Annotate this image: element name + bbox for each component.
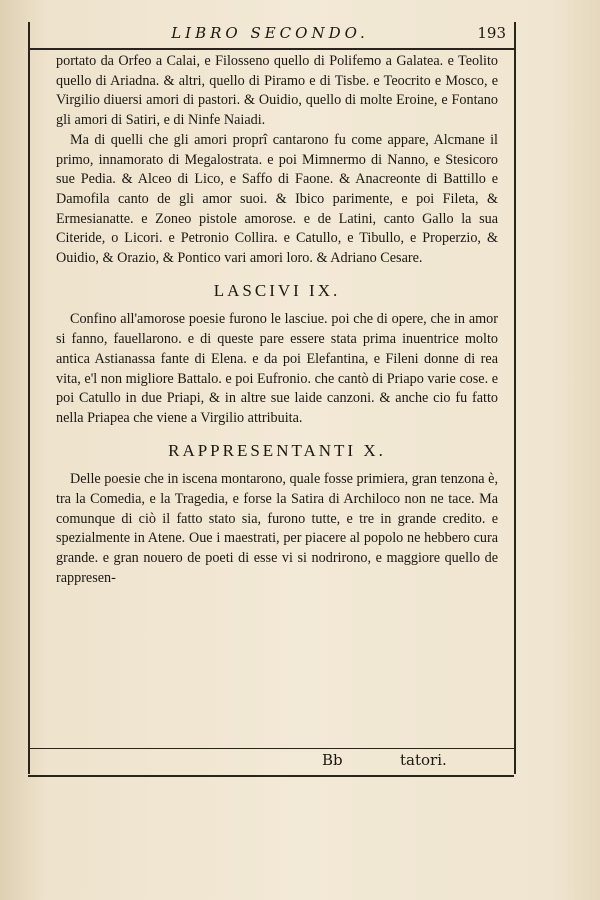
paragraph: Ma di quelli che gli amori proprî cantarono fu come appare, Alcmane il primo, innamorato di Megalostrata. e poi Mimnermo di Nanno, e Stesicoro sue Pedia. & Alceo di Lico, e Saffo di Faone. & Anacreonte di Battillo e Damofila canto de gli amor suoi. & Ibico parimente, e poi Fileta, & Ermesianatte. e Zoneo pistole amorose. e de Latini, canto Gallo la sua Citeride, o Licori. e Petronio Collira. e Catullo, e Tibullo, e Properzio, & Ouidio, & Orazio, & Pontico vari amori loro. & Adriano Cesare. — [56, 131, 498, 267]
running-head: LIBRO SECONDO. — [171, 24, 369, 42]
footer-rule-lower — [28, 775, 514, 777]
section-lascivi — [56, 281, 498, 429]
page-number: 193 — [477, 24, 506, 42]
section-heading: LASCIVI IX. — [213, 280, 341, 300]
text-block — [56, 52, 498, 589]
signature-mark: Bb — [322, 751, 343, 769]
paragraph: Delle poesie che in iscena montarono, quale fosse primiera, gran tenzona è, tra la Comedia, e la Tragedia, e forse la Satira di Archiloco non ne tace. Ma comunque di ciò il fatto stato sia, furono tutte, e tre in grande credito. e spezialmente in Atene. Oue i maestrati, per piacere al popolo ne hebbero cura grande. e gran nouero de poeti di esse vi si nodrirono, e maggiore quello de rappresen- — [56, 471, 498, 586]
footer-rule — [28, 748, 514, 749]
catchword: tatori. — [400, 751, 447, 769]
section-continuation — [56, 52, 498, 269]
paragraph: Confino all'amorose poesie furono le lasciue. poi che di opere, che in amor si fanno, fauellarono. e di queste pare essere stata prima inuentrice molto antica Astianassa fante di Elena. e da poi Elefantina, e Fileni donne di rea vita, e'l non migliore Battalo. e poi Eufronio. che cantò di Priapo varie cose. e poi Catullo in due Priapi, & in altre sue laide canzoni. & anche cio fu fatto nella Priapea che viene a Virgilio attribuita. — [56, 311, 498, 426]
section-rappresentanti — [56, 441, 498, 589]
paragraph: portato da Orfeo a Calai, e Filosseno quello di Polifemo a Galatea. e Teolito quello di Ariadna. & altri, quello di Piramo e di Tisbe. e Teocrito e Mosco, e Virgilio diuersi amori di pastori. & Ouidio, quello di molte Eroine, e Fontano gli amori di Satiri, e di Ninfe Naiadi. — [56, 53, 498, 129]
header-rule — [28, 48, 514, 50]
section-heading: RAPPRESENTANTI X. — [168, 440, 386, 460]
